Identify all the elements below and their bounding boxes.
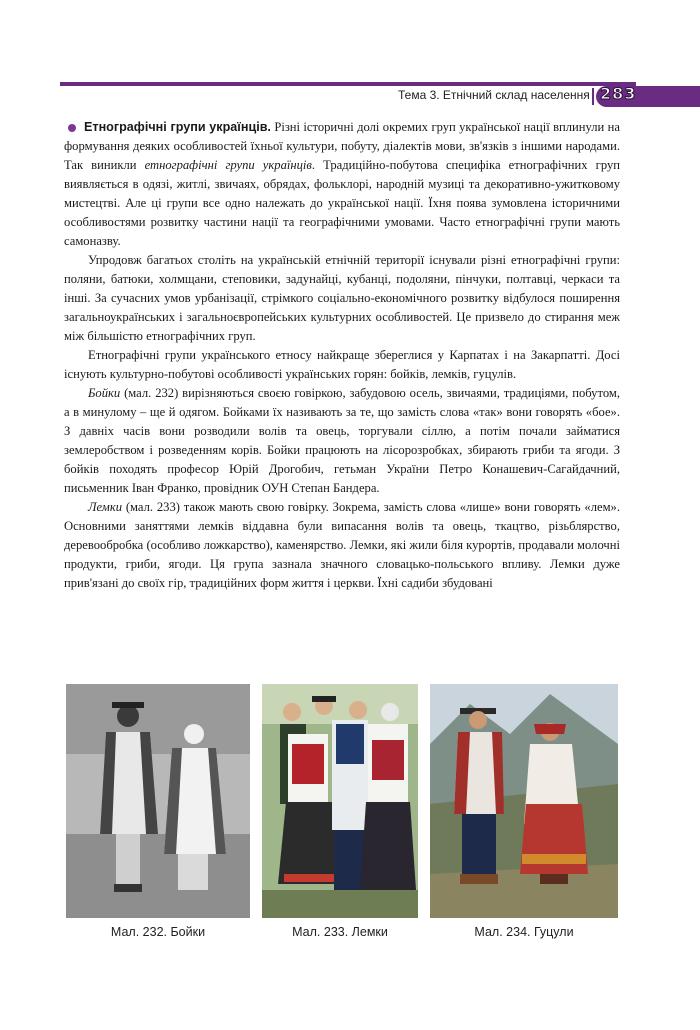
figure-caption: Мал. 232. Бойки	[110, 925, 206, 939]
paragraph-3: Етнографічні групи українського етносу найкраще збереглися у Карпатах і на Закарпатті. Досі існують культурно-побутові особливості українських горян: бойків, лемків, гуцулів.	[64, 348, 620, 381]
header-topic: Тема 3. Етнічний склад населення	[398, 88, 590, 102]
p1-text: Різні історичні долі окремих груп української нації вплинули на формування деяких особливостей їхньої культури, побуту, діалектів мови, зв'язків з іншими народами. Так виникли	[64, 120, 620, 172]
header-separator	[592, 88, 594, 105]
photo-boiky	[66, 684, 250, 918]
main-text	[64, 118, 620, 593]
bullet-icon	[68, 124, 76, 132]
header-rule	[60, 82, 636, 86]
p1-term: етнографічні групи українців	[144, 158, 312, 172]
page-number: 283	[600, 84, 637, 103]
paragraph-1	[64, 118, 620, 251]
p4-term: Бойки	[88, 386, 121, 400]
photo-lemky	[262, 684, 418, 918]
figure-caption: Мал. 233. Лемки	[292, 925, 388, 939]
paragraph-2: Упродовж багатьох століть на українській етнічній території існували різні етнографічні групи: поляни, батюки, холмщани, степовики, задунайці, кубанці, подоляни, пінчуки, полтавці, черкаси та інші. За сучасних умов урбанізації, стрімкого соціально-економічного розвитку відбулося поширення загальноукраїнських і загальноєвропейських культурних особливостей. Це призвело до стирання меж між більшістю етнографічних груп.	[64, 253, 620, 343]
painting-hutsuly	[430, 684, 618, 918]
p1-rest: . Традиційно-побутова специфіка етнографічних груп виявляється в одязі, житлі, звичаях, обрядах, фольклорі, народній музиці та декоративно-ужитковому мистецтві. Але ці групи все одно належать до української нації. Їхня поява зумовлена історичними особливостями розвитку частини нації та географічними умовами. Часто етнографічні групи мають самоназву.	[64, 158, 621, 248]
p5-term: Лемки	[88, 500, 123, 514]
paragraph-5	[64, 498, 620, 593]
p4-text: (мал. 232) вирізняються своєю говіркою, забудовою осель, звичаями, традиціями, побутом, а в минулому – ще й одягом. Бойками їх називають за те, що замість слова «так» вони говорять «бое». З давніх часів вони розводили волів та овець, торгували сіллю, а потім почали займатися землеробством і розведенням корів. Бойки працюють на лісорозробках, збирають гриби та ягоди. З бойків походять професор Юрій Дрогобич, гетьман України Петро Конашевич-Сагайдачний, письменник Іван Франко, провідник ОУН Степан Бандера.	[64, 386, 620, 495]
paragraph-4	[64, 384, 620, 498]
section-heading: Етнографічні групи українців.	[84, 120, 271, 134]
p5-text: (мал. 233) також мають свою говірку. Зокрема, замість слова «лише» вони говорять «лем». Основними заняттями лемків віддавна були випасання волів та овець, ткацтво, різьблярство, деревообробка (особливо ложкарство), каменярство. Лемки, які жили біля курортів, продавали молочні продукти, гриби, ягоди. Ця група зазнала значного словацько-польського впливу. Лемки дуже прив'язані до своїх гір, традиційних форм життя і церкви. Їхні садиби збудовані	[64, 500, 620, 590]
figure-caption: Мал. 234. Гуцули	[474, 925, 574, 939]
